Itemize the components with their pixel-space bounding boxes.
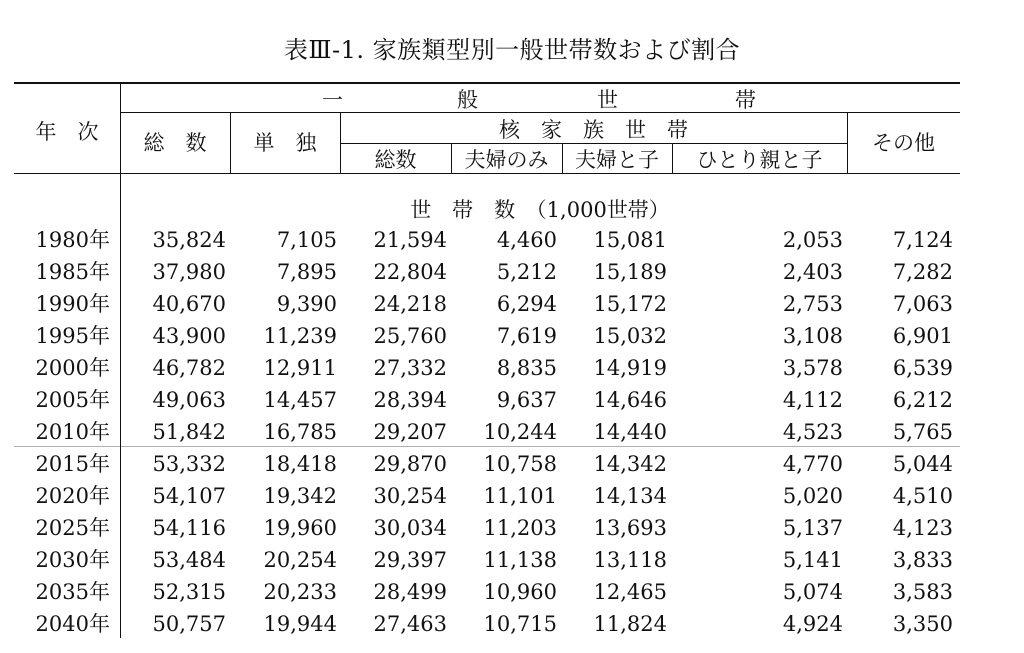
row-year: 1980年 (35, 228, 110, 252)
header-year: 年 次 (35, 120, 99, 144)
cell-other: 7,282 (892, 260, 953, 284)
cell-total: 54,116 (152, 516, 226, 540)
cell-couple-children: 15,081 (593, 228, 667, 252)
cell-couple-children: 14,919 (593, 356, 667, 380)
header-general-1: 一 (322, 88, 343, 112)
cell-single-parent: 5,137 (782, 516, 843, 540)
cell-nuclear-total: 30,034 (373, 516, 447, 540)
cell-total: 37,980 (152, 260, 226, 284)
cell-total: 50,757 (152, 612, 226, 636)
cell-total: 54,107 (152, 484, 226, 508)
cell-single-parent: 5,141 (782, 548, 843, 572)
cell-couple-children: 12,465 (593, 580, 667, 604)
cell-total: 53,484 (152, 548, 226, 572)
header-nuclear-total: 総数 (374, 148, 417, 172)
cell-couple-children: 14,646 (593, 388, 667, 412)
header-couple-children: 夫婦と子 (575, 148, 659, 172)
row-year: 2020年 (35, 484, 110, 508)
cell-other: 4,123 (892, 516, 953, 540)
cell-other: 5,044 (892, 452, 953, 476)
cell-other: 5,765 (892, 420, 953, 444)
cell-other: 6,901 (892, 324, 953, 348)
cell-nuclear-total: 24,218 (373, 292, 447, 316)
header-total: 総 数 (143, 131, 207, 155)
cell-total: 46,782 (152, 356, 226, 380)
cell-total: 49,063 (152, 388, 226, 412)
row-year: 1990年 (35, 292, 110, 316)
header-bottom-rule (14, 173, 960, 174)
cell-single: 20,233 (263, 580, 337, 604)
header-nuclear-family: 核 家 族 世 帯 (499, 118, 688, 142)
cell-single-parent: 4,924 (782, 612, 843, 636)
cell-total: 40,670 (152, 292, 226, 316)
cell-couple-only: 10,758 (483, 452, 557, 476)
cell-single-parent: 2,053 (782, 228, 843, 252)
header-rule-general (120, 112, 960, 113)
header-general-3: 世 (597, 88, 618, 112)
cell-total: 53,332 (152, 452, 226, 476)
cell-couple-only: 10,715 (483, 612, 557, 636)
table-title: 表Ⅲ-1. 家族類型別一般世帯数および割合 (283, 36, 741, 64)
table-top-rule (14, 82, 960, 84)
row-year: 2000年 (35, 356, 110, 380)
cell-nuclear-total: 22,804 (373, 260, 447, 284)
cell-nuclear-total: 29,397 (373, 548, 447, 572)
cell-couple-only: 11,203 (483, 516, 557, 540)
unit-label: 世 帯 数 （1,000世帯） (410, 198, 670, 222)
cell-other: 6,212 (892, 388, 953, 412)
cell-couple-children: 15,032 (593, 324, 667, 348)
cell-couple-only: 5,212 (496, 260, 557, 284)
cell-couple-only: 10,960 (483, 580, 557, 604)
cell-single: 16,785 (263, 420, 337, 444)
header-couple-only: 夫婦のみ (464, 148, 549, 172)
cell-couple-children: 11,824 (593, 612, 667, 636)
cell-other: 6,539 (892, 356, 953, 380)
cell-single-parent: 4,770 (782, 452, 843, 476)
cell-couple-children: 14,440 (593, 420, 667, 444)
cell-single: 11,239 (263, 324, 337, 348)
cell-total: 43,900 (152, 324, 226, 348)
cell-nuclear-total: 25,760 (373, 324, 447, 348)
cell-total: 35,824 (152, 228, 226, 252)
row-year: 1985年 (35, 260, 110, 284)
cell-single: 18,418 (263, 452, 337, 476)
cell-other: 7,063 (892, 292, 953, 316)
cell-single: 9,390 (276, 292, 337, 316)
cell-single: 7,105 (276, 228, 337, 252)
cell-single-parent: 4,112 (782, 388, 843, 412)
row-year: 2025年 (35, 516, 110, 540)
year-column-rule (120, 82, 121, 638)
cell-single-parent: 2,753 (782, 292, 843, 316)
cell-single: 19,944 (263, 612, 337, 636)
cell-other: 3,833 (892, 548, 953, 572)
header-general-2: 般 (457, 88, 478, 112)
cell-single: 19,960 (263, 516, 337, 540)
cell-single-parent: 4,523 (782, 420, 843, 444)
header-single-parent: ひとり親と子 (696, 148, 823, 172)
cell-nuclear-total: 29,870 (373, 452, 447, 476)
cell-nuclear-total: 21,594 (373, 228, 447, 252)
cell-couple-children: 13,693 (593, 516, 667, 540)
cell-couple-children: 15,189 (593, 260, 667, 284)
cell-couple-only: 4,460 (496, 228, 557, 252)
row-year: 1995年 (35, 324, 110, 348)
cell-single-parent: 3,108 (782, 324, 843, 348)
cell-couple-children: 14,134 (593, 484, 667, 508)
cell-couple-only: 8,835 (496, 356, 557, 380)
cell-nuclear-total: 29,207 (373, 420, 447, 444)
cell-single: 20,254 (263, 548, 337, 572)
cell-couple-only: 10,244 (483, 420, 557, 444)
row-year: 2010年 (35, 420, 110, 444)
cell-single: 14,457 (263, 388, 337, 412)
cell-couple-only: 6,294 (496, 292, 557, 316)
cell-other: 3,350 (892, 612, 953, 636)
cell-single-parent: 5,074 (782, 580, 843, 604)
cell-nuclear-total: 30,254 (373, 484, 447, 508)
row-year: 2030年 (35, 548, 110, 572)
row-year: 2035年 (35, 580, 110, 604)
cell-nuclear-total: 28,394 (373, 388, 447, 412)
cell-other: 7,124 (892, 228, 953, 252)
cell-couple-only: 11,101 (483, 484, 557, 508)
cell-couple-children: 14,342 (593, 452, 667, 476)
cell-couple-children: 15,172 (593, 292, 667, 316)
cell-couple-only: 11,138 (483, 548, 557, 572)
header-other: その他 (872, 131, 935, 155)
cell-total: 52,315 (152, 580, 226, 604)
row-year: 2040年 (35, 612, 110, 636)
cell-single-parent: 2,403 (782, 260, 843, 284)
header-rule-nuclear (340, 143, 847, 144)
cell-single: 19,342 (263, 484, 337, 508)
cell-nuclear-total: 28,499 (373, 580, 447, 604)
cell-other: 4,510 (892, 484, 953, 508)
cell-other: 3,583 (892, 580, 953, 604)
row-year: 2005年 (35, 388, 110, 412)
cell-total: 51,842 (152, 420, 226, 444)
cell-nuclear-total: 27,463 (373, 612, 447, 636)
cell-nuclear-total: 27,332 (373, 356, 447, 380)
header-general-4: 帯 (735, 88, 756, 112)
cell-couple-only: 9,637 (496, 388, 557, 412)
header-single: 単 独 (253, 131, 317, 155)
projection-divider-rule (14, 446, 960, 447)
cell-couple-children: 13,118 (593, 548, 667, 572)
cell-single-parent: 3,578 (782, 356, 843, 380)
cell-single-parent: 5,020 (782, 484, 843, 508)
cell-couple-only: 7,619 (496, 324, 557, 348)
cell-single: 7,895 (276, 260, 337, 284)
row-year: 2015年 (35, 452, 110, 476)
cell-single: 12,911 (263, 356, 337, 380)
